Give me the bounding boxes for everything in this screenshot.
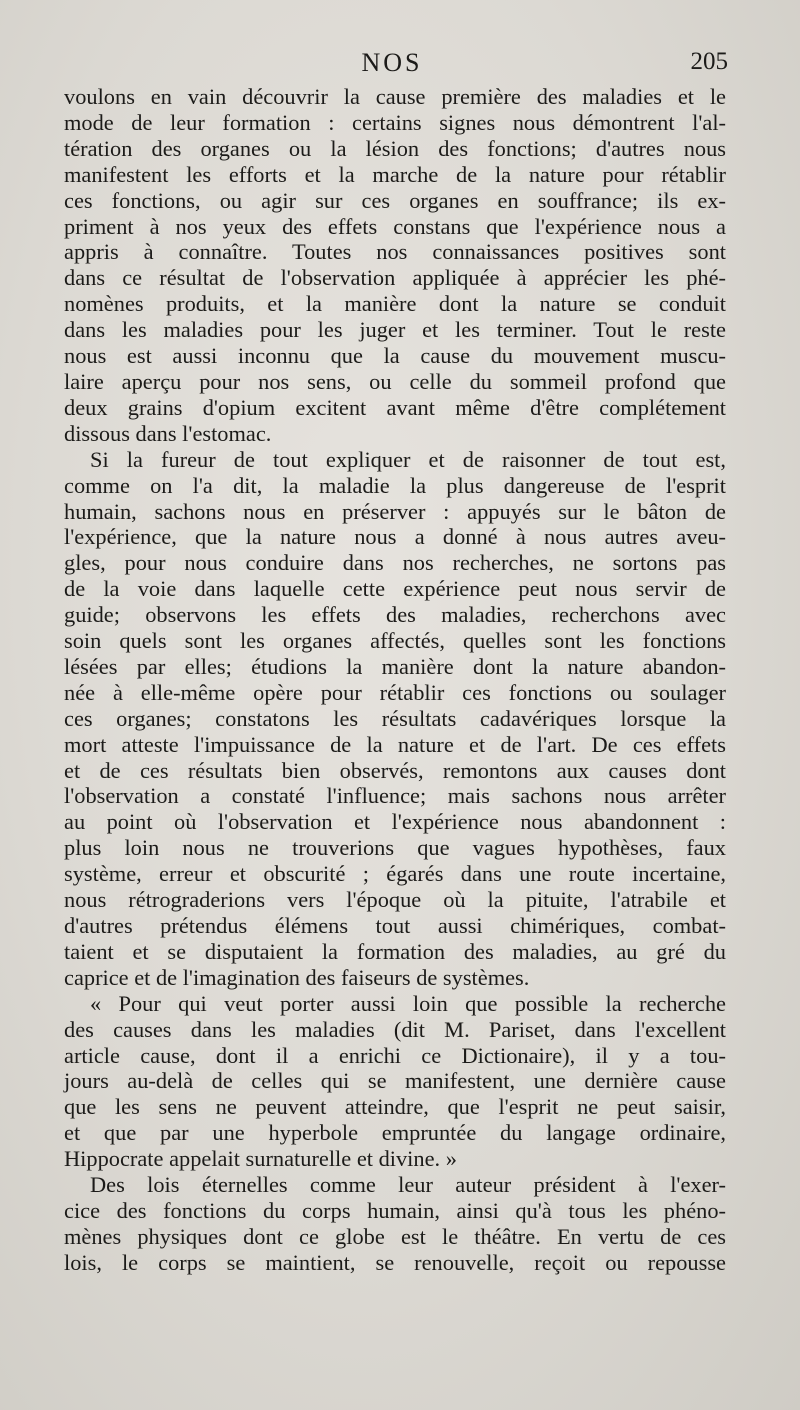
text-line: des causes dans les maladies (dit M. Pariset, dans l'excellent	[64, 1016, 726, 1042]
text-line: mode de leur formation : certains signes nous démontrent l'al-	[64, 109, 726, 135]
text-line: l'observation a constaté l'influence; mais sachons nous arrêter	[64, 783, 726, 809]
text-line: dans les maladies pour les juger et les terminer. Tout le reste	[64, 317, 726, 343]
text-line: Des lois éternelles comme leur auteur président à l'exer-	[90, 1172, 726, 1198]
text-line: taient et se disputaient la formation des maladies, au gré du	[64, 938, 726, 964]
text-line: nous rétrograderions vers l'époque où la pituite, l'atrabile et	[64, 887, 726, 913]
text-line: mènes physiques dont ce globe est le théâtre. En vertu de ces	[64, 1223, 726, 1249]
text-line: guide; observons les effets des maladies, recherchons avec	[64, 602, 726, 628]
running-header	[64, 48, 726, 84]
text-line: soin quels sont les organes affectés, quelles sont les fonctions	[64, 628, 726, 654]
text-line: et de ces résultats bien observés, remontons aux causes dont	[64, 757, 726, 783]
text-line: système, erreur et obscurité ; égarés dans une route incertaine,	[64, 861, 726, 887]
text-line: manifestent les efforts et la marche de la nature pour rétablir	[64, 161, 726, 187]
text-line: humain, sachons nous en préserver : appuyés sur le bâton de	[64, 498, 726, 524]
text-line: cice des fonctions du corps humain, ainsi qu'à tous les phéno-	[64, 1197, 726, 1223]
body-text	[64, 84, 726, 1276]
text-line: appris à connaître. Toutes nos connaissances positives sont	[64, 239, 726, 265]
text-line: jours au-delà de celles qui se manifestent, une dernière cause	[64, 1068, 726, 1094]
text-line: article cause, dont il a enrichi ce Dictionaire), il y a tou-	[64, 1042, 726, 1068]
text-line: nomènes produits, et la manière dont la nature se conduit	[64, 291, 726, 317]
text-line: laire aperçu pour nos sens, ou celle du sommeil profond que	[64, 368, 726, 394]
text-line: ces fonctions, ou agir sur ces organes en souffrance; ils ex-	[64, 187, 726, 213]
text-line: nous est aussi inconnu que la cause du mouvement muscu-	[64, 343, 726, 369]
text-line: et que par une hyperbole empruntée du langage ordinaire,	[64, 1120, 726, 1146]
paragraph	[64, 84, 726, 447]
text-line: gles, pour nous conduire dans nos recherches, ne sortons pas	[64, 550, 726, 576]
text-line: voulons en vain découvrir la cause première des maladies et le	[64, 84, 726, 109]
text-line: lésées par elles; étudions la manière dont la nature abandon-	[64, 653, 726, 679]
text-line: que les sens ne peuvent atteindre, que l'esprit ne peut saisir,	[64, 1094, 726, 1120]
text-line: tération des organes ou la lésion des fonctions; d'autres nous	[64, 135, 726, 161]
text-line: lois, le corps se maintient, se renouvelle, reçoit ou repousse	[64, 1249, 726, 1275]
page-number: 205	[690, 48, 728, 75]
text-line: dissous dans l'estomac.	[64, 420, 272, 446]
text-line: de la voie dans laquelle cette expérience peut nous servir de	[64, 576, 726, 602]
paragraph	[64, 991, 726, 1172]
text-line: Hippocrate appelait surnaturelle et divine. »	[64, 1146, 457, 1172]
text-line: caprice et de l'imagination des faiseurs de systèmes.	[64, 964, 530, 990]
text-line: plus loin nous ne trouverions que vagues hypothèses, faux	[64, 835, 726, 861]
text-line: ces organes; constatons les résultats cadavériques lorsque la	[64, 705, 726, 731]
text-line: d'autres prétendus élémens tout aussi chimériques, combat-	[64, 913, 726, 938]
text-line: mort atteste l'impuissance de la nature et de l'art. De ces effets	[64, 731, 726, 757]
text-line: comme on l'a dit, la maladie la plus dangereuse de l'esprit	[64, 472, 726, 498]
text-line: l'expérience, que la nature nous a donné à nous autres aveu-	[64, 524, 726, 550]
text-line: priment à nos yeux des effets constans que l'expérience nous a	[64, 213, 726, 239]
text-line: « Pour qui veut porter aussi loin que possible la recherche	[90, 990, 726, 1016]
text-line: dans ce résultat de l'observation appliquée à apprécier les phé-	[64, 265, 726, 291]
text-line: au point où l'observation et l'expérience nous abandonnent :	[64, 809, 726, 835]
paragraph	[64, 1172, 726, 1276]
paragraph	[64, 447, 726, 991]
running-title: NOS	[361, 48, 423, 77]
text-line: deux grains d'opium excitent avant même d'être complétement	[64, 394, 726, 420]
text-line: née à elle-même opère pour rétablir ces fonctions ou soulager	[64, 679, 726, 705]
text-line: Si la fureur de tout expliquer et de raisonner de tout est,	[90, 446, 726, 472]
